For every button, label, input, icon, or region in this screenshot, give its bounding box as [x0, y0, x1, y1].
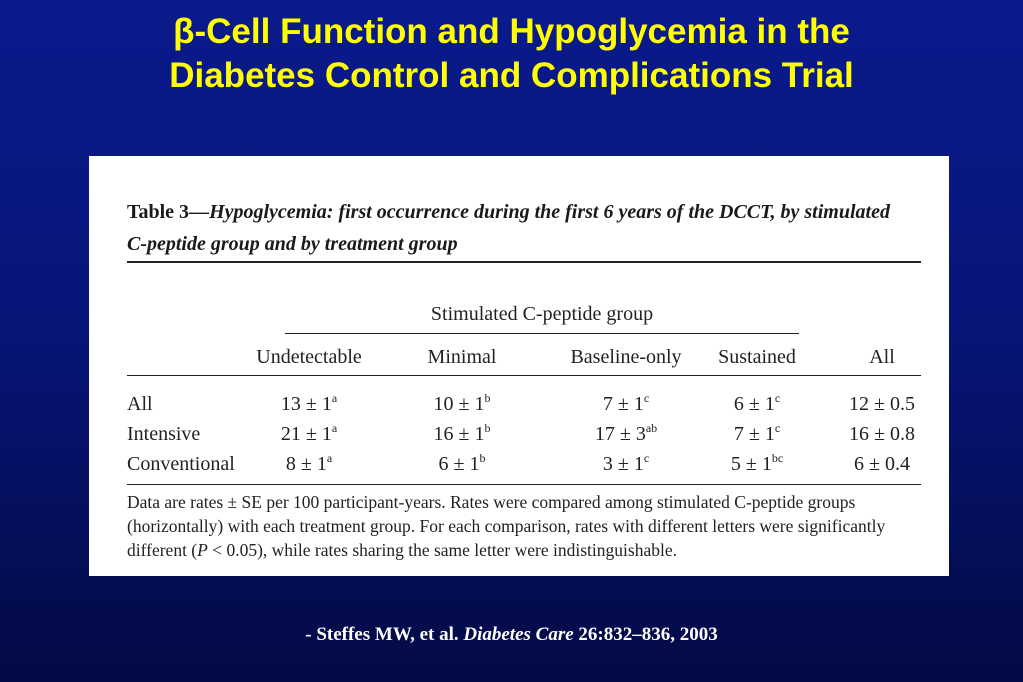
table-cell — [392, 452, 532, 476]
cell-value: 13 ± 1 — [280, 393, 332, 415]
table-cell — [556, 422, 696, 446]
slide-title-line-1: β-Cell Function and Hypoglycemia in the — [173, 12, 850, 51]
citation — [0, 622, 1023, 648]
cell-significance-letter: a — [326, 451, 333, 465]
cell-value: 7 ± 1 — [733, 423, 775, 445]
cell-value: 6 ± 1 — [438, 453, 480, 475]
table-cell — [239, 452, 379, 476]
cell-value: 17 ± 3 — [594, 423, 646, 445]
cell-value: 7 ± 1 — [602, 393, 644, 415]
table-cell — [812, 422, 952, 446]
footnote-text-2: < 0.05), while rates sharing the same letter were indistinguishable. — [207, 540, 677, 560]
cell-significance-letter: b — [484, 421, 491, 435]
cell-significance-letter: b — [479, 451, 486, 465]
table-caption-description — [127, 201, 890, 255]
table-cell — [392, 392, 532, 416]
table-cell — [812, 392, 952, 416]
slide-title — [0, 10, 1023, 98]
table-cell — [556, 392, 696, 416]
row-label: All — [127, 393, 153, 415]
table-caption-label: Table 3— — [127, 201, 210, 223]
column-header: All — [869, 346, 895, 368]
table-cell — [687, 392, 827, 416]
table-cell — [239, 392, 379, 416]
cell-value: 16 ± 1 — [433, 423, 485, 445]
table-cell — [812, 452, 952, 476]
column-header: Undetectable — [256, 346, 362, 368]
column-header: Minimal — [427, 346, 497, 368]
header-rule — [127, 375, 921, 376]
table-footnote — [127, 490, 927, 562]
table-cell — [687, 452, 827, 476]
table-cell — [392, 422, 532, 446]
cell-value: 8 ± 1 — [285, 453, 327, 475]
cell-significance-letter: c — [643, 391, 650, 405]
cell-significance-letter: b — [484, 391, 491, 405]
footnote-p-symbol: P — [197, 540, 208, 560]
cell-significance-letter: c — [774, 421, 781, 435]
table-cell — [556, 452, 696, 476]
cell-significance-letter: a — [331, 391, 338, 405]
table-top-rule — [127, 261, 921, 263]
footnote-text-1: Data are rates ± SE per 100 participant-years. Rates were compared among stimulated C-peptide groups (horizontally) with each treatment group. For each comparison, rates with different letters were significantly different ( — [127, 492, 886, 560]
table-caption — [127, 196, 927, 260]
cell-significance-letter: c — [774, 391, 781, 405]
citation-details: 26:832–836, 2003 — [573, 624, 718, 645]
cell-value: 3 ± 1 — [602, 453, 644, 475]
row-label: Conventional — [127, 453, 235, 475]
cell-value: 5 ± 1 — [730, 453, 772, 475]
cell-significance-letter: a — [331, 421, 338, 435]
cell-value: 10 ± 1 — [433, 393, 485, 415]
citation-authors: - Steffes MW, et al. — [305, 624, 464, 645]
table-cell — [239, 422, 379, 446]
cell-value: 16 ± 0.8 — [849, 423, 915, 445]
table-bottom-rule — [127, 484, 921, 485]
row-label: Intensive — [127, 423, 201, 445]
table-figure — [89, 156, 949, 576]
slide-title-line-2: Diabetes Control and Complications Trial — [169, 56, 854, 95]
cell-significance-letter: c — [643, 451, 650, 465]
column-header: Baseline-only — [570, 346, 682, 368]
cell-significance-letter: bc — [771, 451, 784, 465]
column-group-rule — [285, 333, 799, 334]
column-group-header: Stimulated C-peptide group — [430, 303, 654, 325]
column-header: Sustained — [718, 346, 796, 368]
cell-value: 6 ± 0.4 — [854, 453, 910, 475]
cell-value: 21 ± 1 — [280, 423, 332, 445]
table-cell — [687, 422, 827, 446]
cell-significance-letter: ab — [645, 421, 658, 435]
table-caption-description-line-1: Hypoglycemia: first occurrence during the first 6 years of the DCCT, by stimulated — [209, 201, 890, 223]
citation-journal: Diabetes Care — [463, 624, 574, 645]
cell-value: 6 ± 1 — [733, 393, 775, 415]
cell-value: 12 ± 0.5 — [849, 393, 915, 415]
table-caption-description-line-2: C-peptide group and by treatment group — [127, 233, 458, 255]
